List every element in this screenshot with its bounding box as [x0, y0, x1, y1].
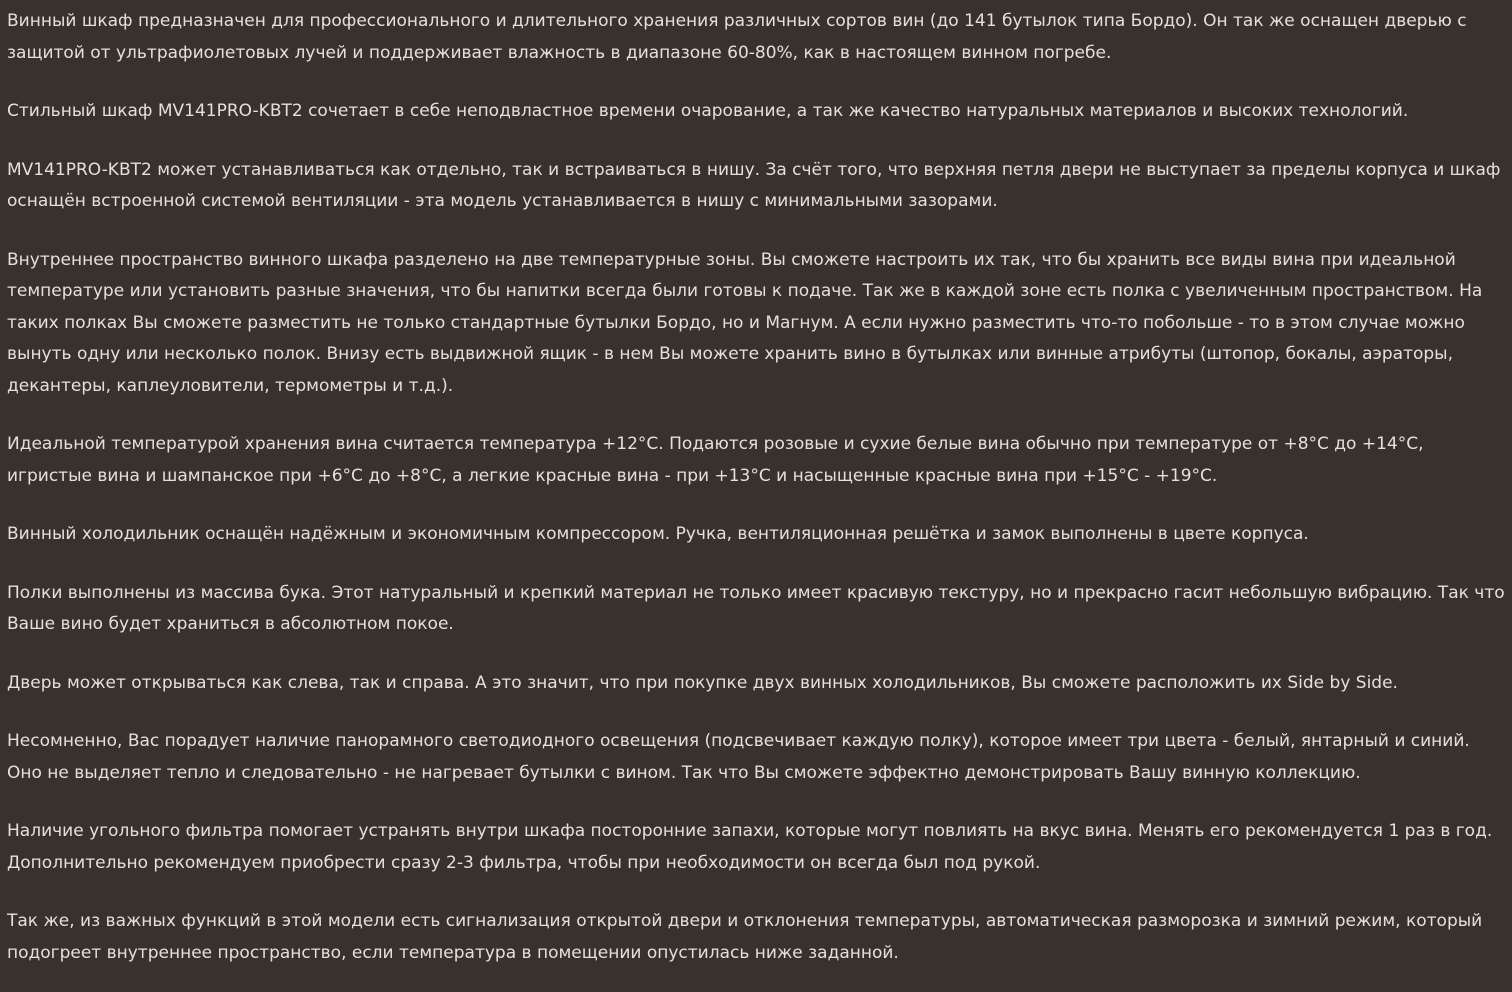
paragraph-shelves: Полки выполнены из массива бука. Этот натуральный и крепкий материал не только имеет красивую текстуру, но и прекрасно гасит небольшую вибрацию. Так что Ваше вино будет храниться в абсолютном покое. [7, 582, 1505, 634]
paragraph-lighting: Несомненно, Вас порадует наличие панорамного светодиодного освещения (подсвечивает каждую полку), которое имеет три цвета - белый, янтарный и синий. Оно не выделяет тепло и следовательно - не нагревает бутылки с вином. Так что Вы сможете эффектно демонстрировать Вашу винную коллекцию. [7, 731, 1470, 783]
paragraph-temperature: Идеальной температурой хранения вина считается температура +12°C. Подаются розовые и сухие белые вина обычно при температуре от +8°C до +14°C, игристые вина и шампанское при +6°C до +8°C, а легкие красные вина - при +13°C и насыщенные красные вина при +15°C - +19°C. [7, 434, 1424, 486]
paragraph-style: Стильный шкаф MV141PRO-KBT2 сочетает в себе неподвластное времени очарование, а так же качество натуральных материалов и высоких технологий. [7, 101, 1409, 121]
paragraph-storage: Винный шкаф предназначен для профессионального и длительного хранения различных сортов вин (до 141 бутылок типа Бордо). Он так же оснащен дверью с защитой от ультрафиолетовых лучей и поддерживает влажность в диапазоне 60-80%, как в настоящем винном погребе. [7, 11, 1467, 63]
paragraph-installation: MV141PRO-KBT2 может устанавливаться как отдельно, так и встраиваться в нишу. За счёт того, что верхняя петля двери не выступает за пределы корпуса и шкаф оснащён встроенной системой вентиляции - эта модель устанавливается в нишу с минимальными зазорами. [7, 159, 1501, 211]
paragraph-filter: Наличие угольного фильтра помогает устранять внутри шкафа посторонние запахи, которые могут повлиять на вкус вина. Менять его рекомендуется 1 раз в год. Дополнительно рекомендуем приобрести сразу 2-3 фильтра, чтобы при необходимости он всегда был под рукой. [7, 821, 1493, 873]
paragraph-zones: Внутреннее пространство винного шкафа разделено на две температурные зоны. Вы сможете настроить их так, что бы хранить все виды вина при идеальной температуре или установить разные значения, что бы напитки всегда были готовы к подаче. Так же в каждой зоне есть полка с увеличенным пространством. На таких полках Вы сможете разместить не только стандартные бутылки Бордо, но и Магнум. А если нужно разместить что-то побольше - то в этом случае можно вынуть одну или несколько полок. Внизу есть выдвижной ящик - в нем Вы можете хранить вино в бутылках или винные атрибуты (штопор, бокалы, аэраторы, декантеры, каплеуловители, термометры и т.д.). [7, 249, 1483, 396]
paragraph-compressor: Винный холодильник оснащён надёжным и экономичным компрессором. Ручка, вентиляционная решётка и замок выполнены в цвете корпуса. [7, 524, 1309, 544]
paragraph-door: Дверь может открываться как слева, так и справа. А это значит, что при покупке двух винных холодильников, Вы сможете расположить их Side by Side. [7, 672, 1398, 693]
paragraph-functions: Так же, из важных функций в этой модели есть сигнализация открытой двери и отклонения температуры, автоматическая разморозка и зимний режим, который подогреет внутреннее пространство, если температура в помещении опустилась ниже заданной. [7, 911, 1483, 963]
